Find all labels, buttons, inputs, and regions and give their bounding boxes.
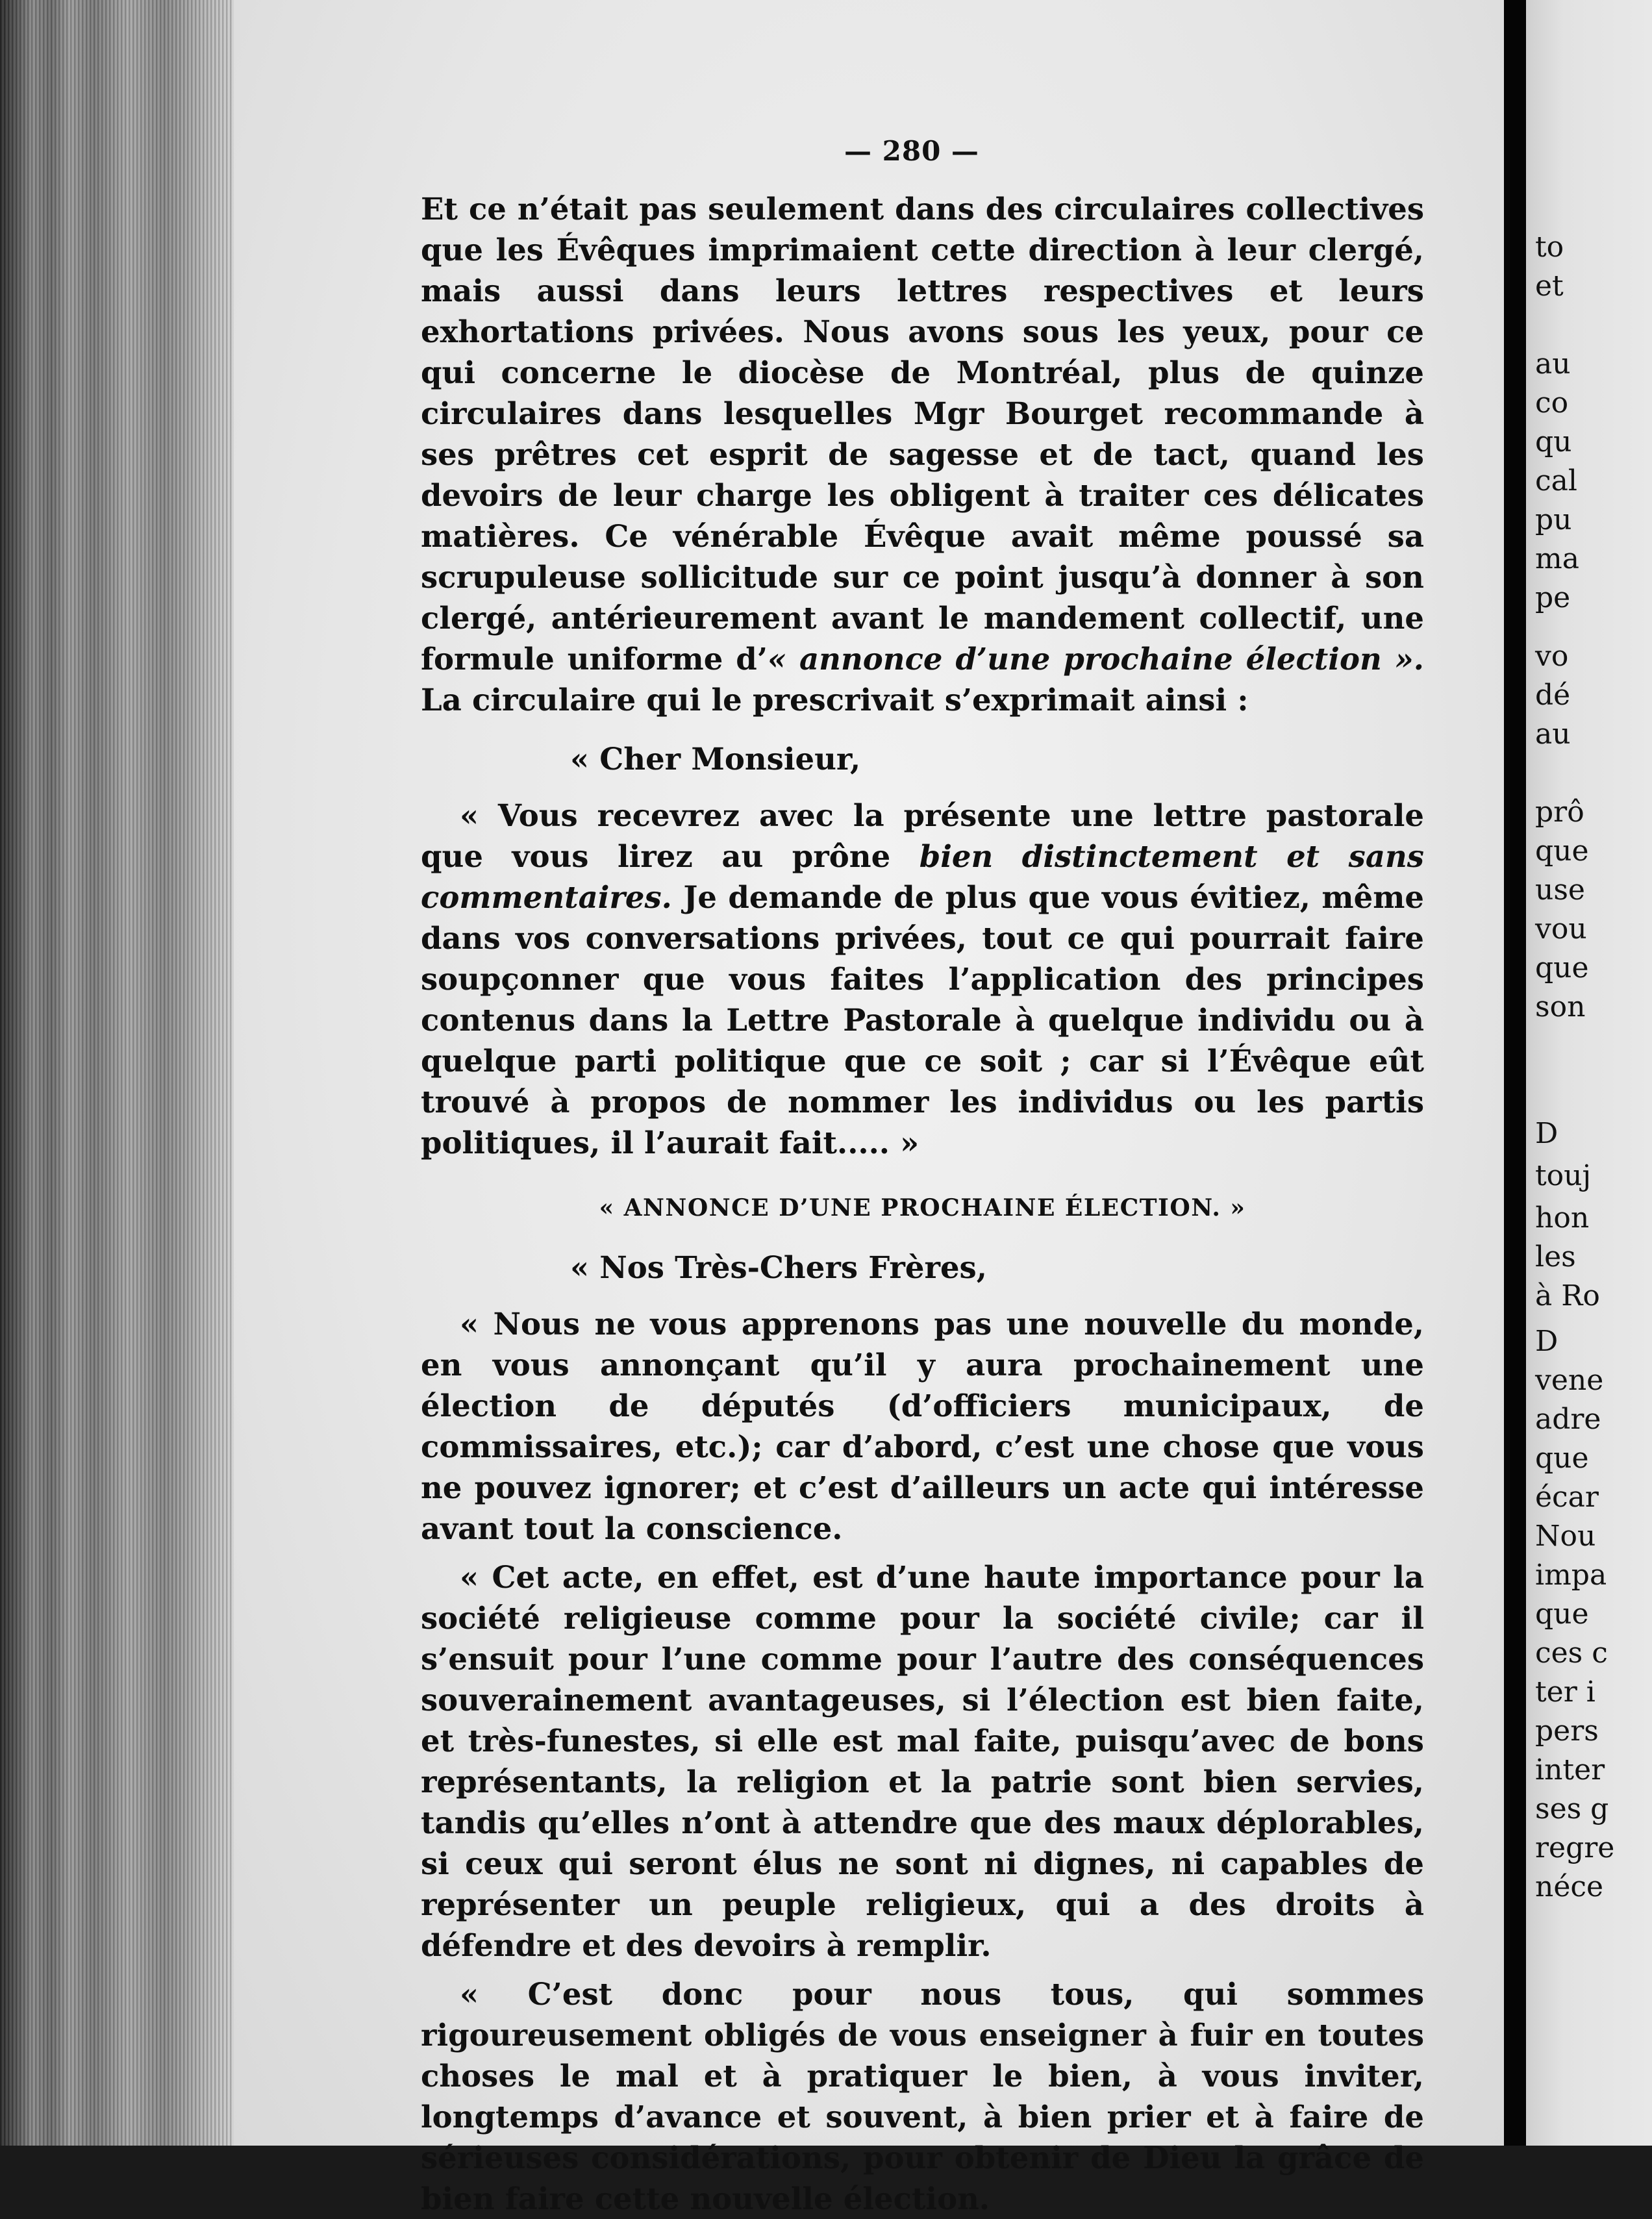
facing-page-text-fragment: au [1535,718,1571,751]
facing-page-text-fragment: pu [1535,503,1572,536]
book-gutter [1504,0,1526,2146]
facing-page-text-fragment: ter i [1535,1675,1596,1709]
book-page-edges [0,0,234,2146]
facing-page-text-fragment: son [1535,990,1586,1023]
facing-page-text-fragment: cal [1535,464,1577,497]
paragraph-1: Et ce n’était pas seulement dans des circulaires collectives que les Évêques imprimaient cette direction à leur clergé, mais aussi dans leurs lettres respectives et leurs exhortations privées. Nous avons sous les yeux, pour ce qui concerne le diocèse de Montréal, plus de quinze circulaires dans lesquelles Mgr Bourget recommande à ses prêtres cet esprit de sagesse et de tact, quand les devoirs de leur charge les obligent à traiter ces délicates matières. Ce vénérable Évêque avait même poussé sa scrupuleuse sollicitude sur ce point jusqu’à donner à son clergé, antérieurement avant le mandement collectif, une formule uniforme d’« annonce d’une prochaine élection ». La circulaire qui le prescrivait s’exprimait ainsi : [421,191,1424,718]
page-body [421,188,1424,2219]
facing-page-text-fragment: regre [1535,1831,1615,1864]
facing-page-text-fragment: ces c [1535,1636,1608,1670]
facing-page-text-fragment: prô [1535,796,1584,829]
facing-page-text-fragment: D [1535,1325,1558,1358]
facing-page-text-fragment: use [1535,873,1585,907]
facing-page-text-fragment: hon [1535,1201,1590,1235]
paragraph-4: « Cet acte, en effet, est d’une haute importance pour la société religieuse comme pour la société civile; car il s’ensuit pour l’une comme pour l’autre des conséquences souverainement avantageuses, si l’élection est bien faite, et très-funestes, si elle est mal faite, puisqu’avec de bons représentants, la religion et la patrie sont bien servies, tandis qu’elles n’ont à attendre que des maux déplorables, si ceux qui seront élus ne sont ni dignes, ni capables de représenter un peuple religieux, qui a des droits à défendre et des devoirs à remplir. [421,1559,1424,1963]
facing-page-text-fragment: écar [1535,1481,1599,1514]
facing-page-text-fragment: que [1535,1598,1589,1631]
section-heading: « ANNONCE D’UNE PROCHAINE ÉLECTION. » [599,1194,1246,1222]
facing-page-text-fragment: à Ro [1535,1279,1600,1312]
facing-page-text-fragment: Nou [1535,1520,1596,1553]
facing-page-text-fragment: vou [1535,912,1587,946]
paragraph-3: « Nous ne vous apprenons pas une nouvelle du monde, en vous annonçant qu’il y aura prochainement une élection de députés (d’officiers municipaux, de commissaires, etc.); car d’abord, c’est une chose que vous ne pouvez ignorer; et c’est d’ailleurs un acte qui intéresse avant tout la conscience. [421,1306,1424,1546]
facing-page-text-fragment: qu [1535,425,1572,458]
facing-page-text-fragment: touj [1535,1159,1592,1192]
facing-page-text-fragment: pers [1535,1714,1599,1748]
facing-page-text-fragment: que [1535,951,1589,984]
facing-page-text-fragment: vene [1535,1364,1604,1397]
facing-page-text-fragment: vo [1535,640,1569,673]
facing-page-text-fragment: to [1535,231,1564,264]
page-number: — 280 — [844,135,979,167]
facing-page-fragment [1526,0,1652,2146]
facing-page-text-fragment: D [1535,1117,1558,1150]
paragraph-5: « C’est donc pour nous tous, qui sommes rigoureusement obligés de vous enseigner à fuir en toutes choses le mal et à pratiquer le bien, à vous inviter, longtemps d’avance et souvent, à bien prier et à faire de sérieuses considérations, pour obtenir de Dieu la grâce de bien faire cette nouvelle élection. [421,1976,1424,2216]
facing-page-text-fragment: que [1535,1442,1589,1475]
facing-page-text-fragment: ma [1535,542,1579,575]
facing-page-text-fragment: néce [1535,1870,1604,1903]
salutation-nos-freres: « Nos Très-Chers Frères, [570,1249,987,1285]
facing-page-text-fragment: co [1535,386,1569,420]
facing-page-text-fragment: adre [1535,1403,1601,1436]
facing-page-text-fragment: pe [1535,581,1571,614]
facing-page-text-fragment: que [1535,834,1589,868]
facing-page-text-fragment: inter [1535,1753,1605,1786]
salutation-cher-monsieur: « Cher Monsieur, [570,741,861,777]
facing-page-text-fragment: impa [1535,1559,1607,1592]
facing-page-text-fragment: ses g [1535,1792,1609,1825]
facing-page-text-fragment: et [1535,270,1564,303]
paragraph-circulaire: « Vous recevrez avec la présente une lettre pastorale que vous lirez au prône bien distinctement et sans commentaires. Je demande de plus que vous évitiez, même dans vos conversations privées, tout ce qui pourrait faire soupçonner que vous faites l’application des principes contenus dans la Lettre Pastorale à quelque individu ou à quelque parti politique que ce soit ; car si l’Évêque eût trouvé à propos de nommer les individus ou les partis politiques, il l’aurait fait..... » [421,797,1424,1160]
facing-page-text-fragment: dé [1535,679,1571,712]
facing-page-text-fragment: les [1535,1240,1576,1273]
facing-page-text-fragment: au [1535,347,1571,381]
